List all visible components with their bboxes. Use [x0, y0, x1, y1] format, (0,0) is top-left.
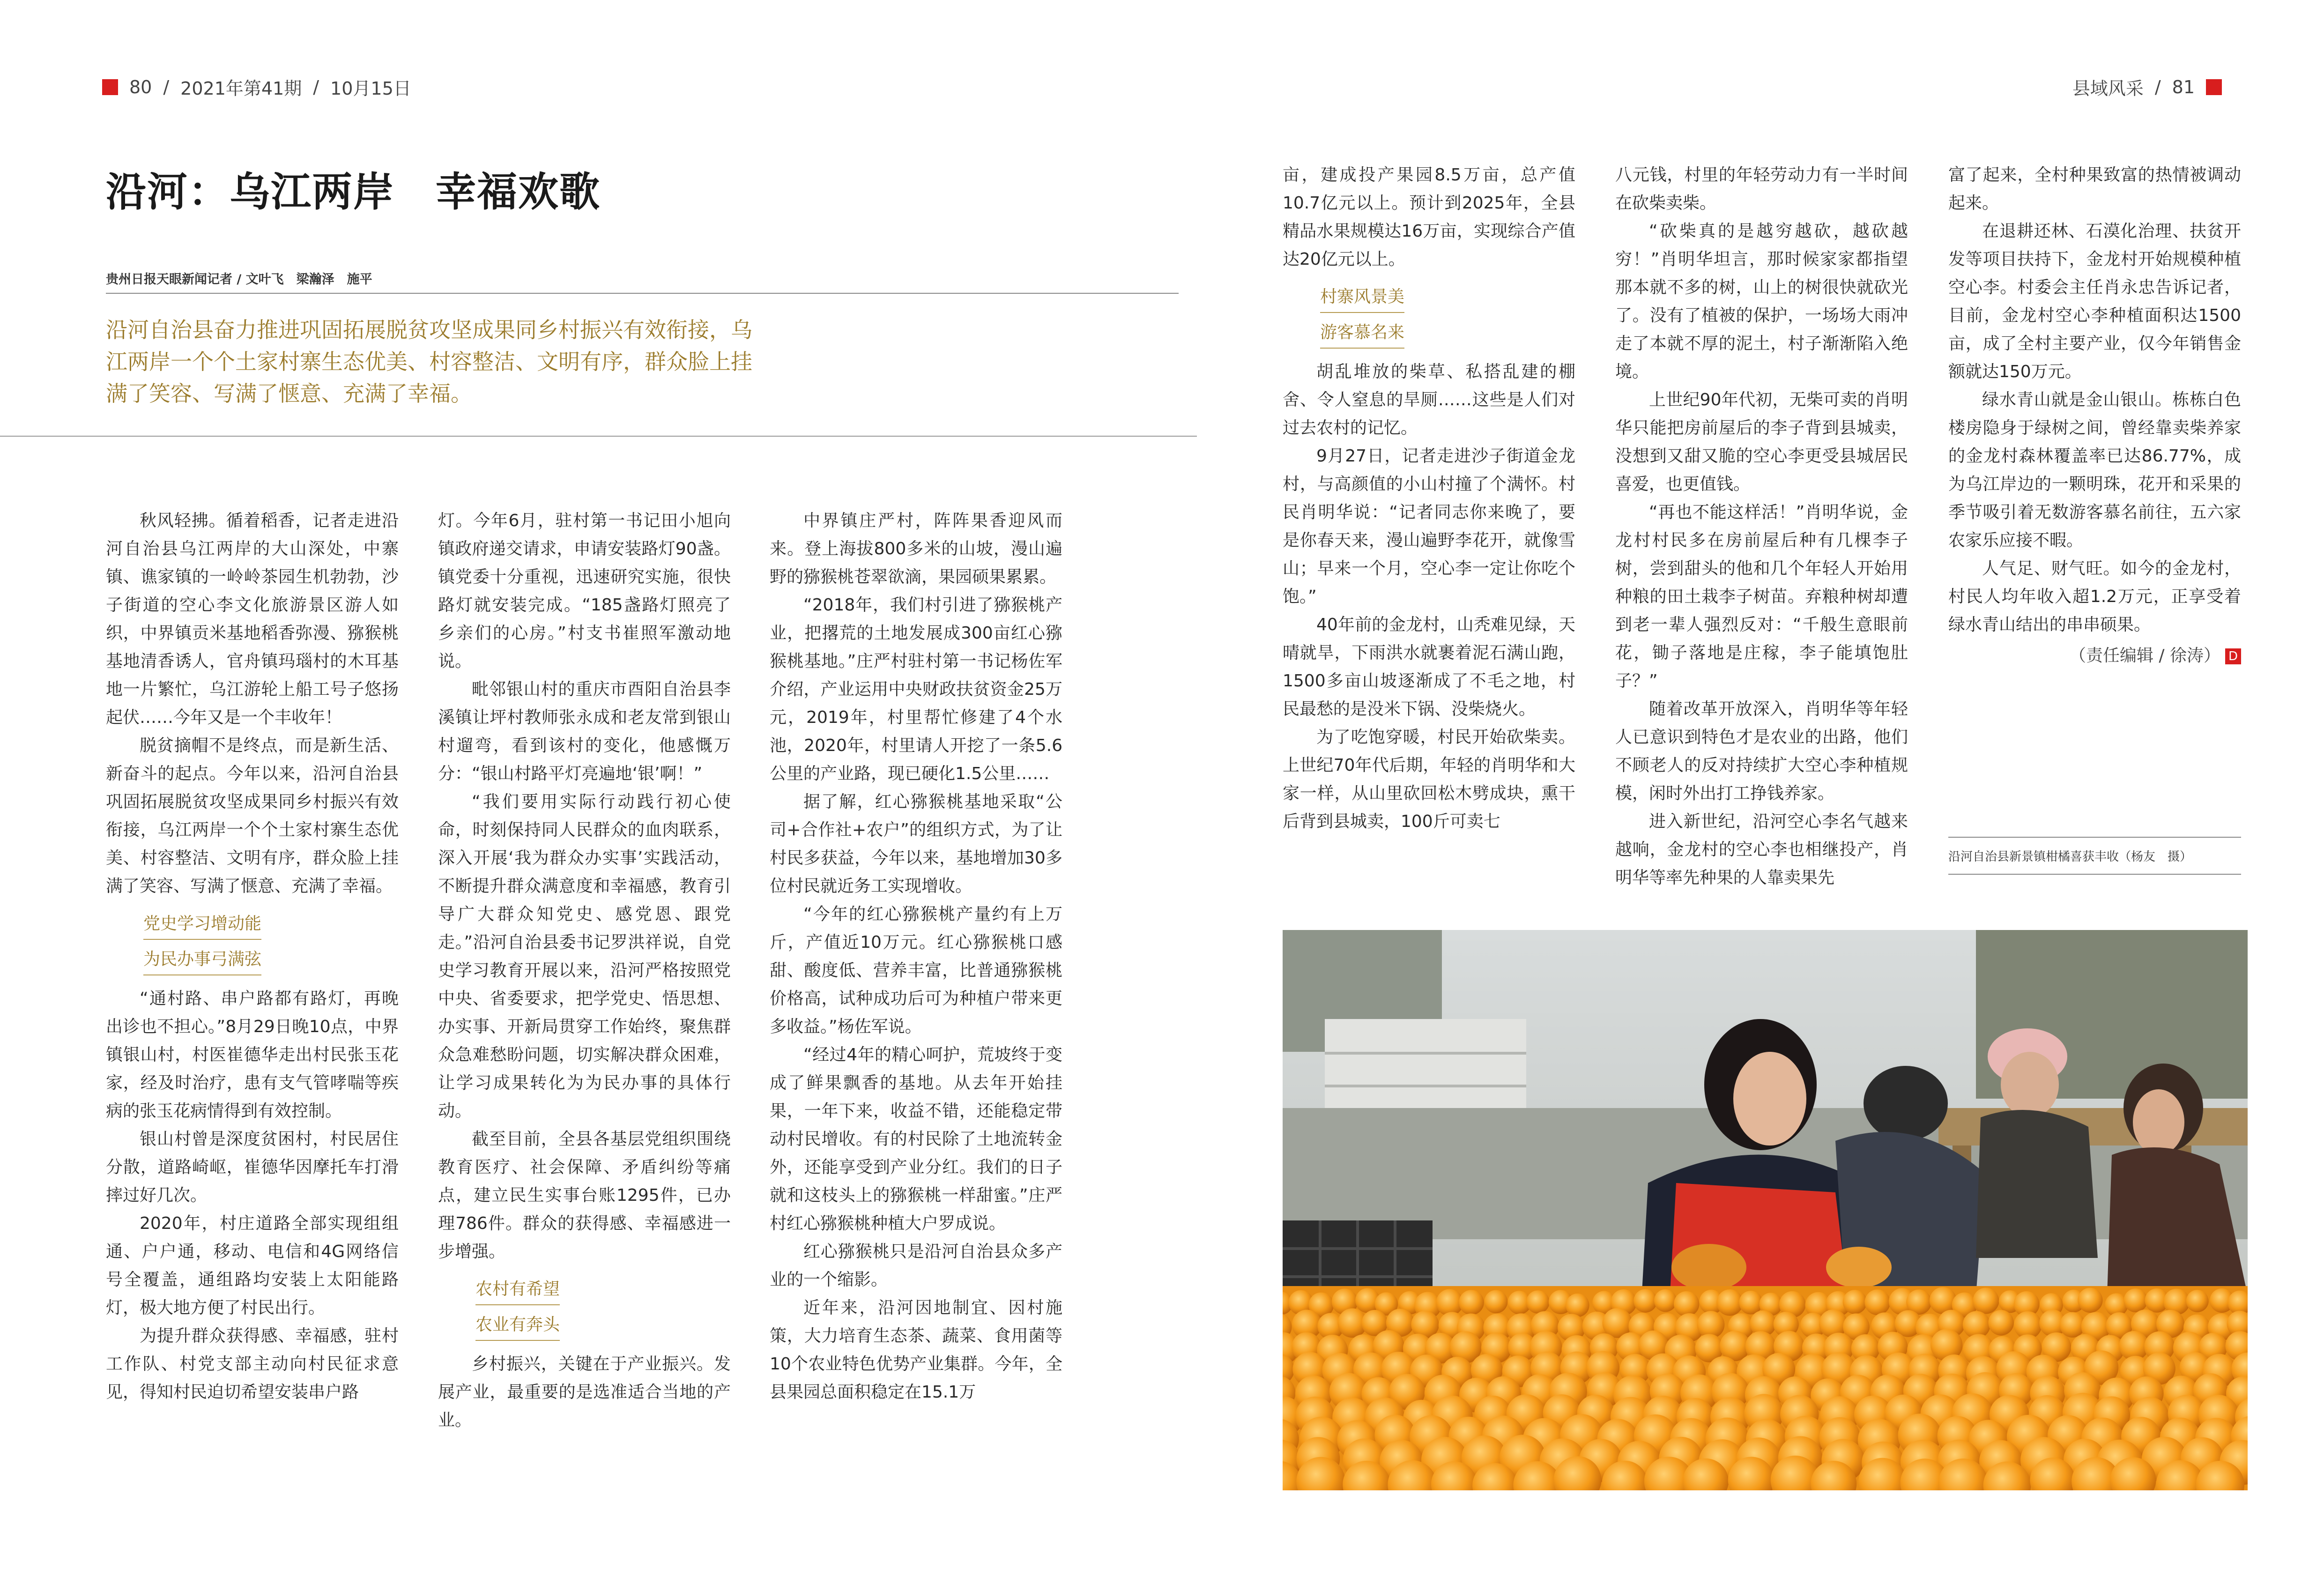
orange-fruit — [1654, 1289, 1677, 1312]
text-column-1 — [106, 507, 399, 1406]
orange-fruit — [1526, 1290, 1550, 1314]
orange-fruit — [1973, 1288, 1999, 1314]
orange-fruit — [1988, 1310, 2014, 1336]
header-separator: / — [313, 76, 319, 97]
orange-fruit — [2078, 1288, 2102, 1313]
orange-fruit — [1485, 1290, 1508, 1314]
section-heading — [143, 910, 261, 975]
paragraph: 秋风轻拂。循着稻香，记者走进沿河自治县乌江两岸的大山深处，中寨镇、谯家镇的一岭岭茶园生机勃勃，沙子街道的空心李文化旅游景区游人如织，中界镇贡米基地稻香弥漫、猕猴桃基地清香诱人，官舟镇玛瑙村的木耳基地一片繁忙，乌江游轮上船工号子悠扬起伏……今年又是一个丰收年！ — [106, 511, 399, 727]
paragraph: 绿水青山就是金山银山。栋栋白色楼房隐身于绿树之间，曾经靠卖柴养家的金龙村森林覆盖率已达86.77%，成为乌江岸边的一颗明珠，花开和采果的季节吸引着无数游客慕名前往，五六家农家乐应接不暇。 — [1948, 390, 2241, 550]
paragraph: 亩，建成投产果园8.5万亩，总产值10.7亿元以上。预计到2025年，全县精品水果规模达16万亩，实现综合产值达20亿元以上。 — [1283, 165, 1575, 269]
red-square-icon — [102, 79, 118, 95]
issue-date: 10月15日 — [330, 78, 411, 99]
page-header-left — [102, 74, 411, 100]
paragraph: “2018年，我们村引进了猕猴桃产业，把撂荒的土地发展成300亩红心猕猴桃基地。”庄严村驻村第一书记杨佐军介绍，产业运用中央财政扶贫资金25万元，2019年，村里帮忙修建了4个水池，2020年，村里请人开挖了一条5.6公里的产业路，现已硬化1.5公里…… — [770, 595, 1062, 783]
paragraph: 在退耕还林、石漠化治理、扶贫开发等项目扶持下，金龙村开始规模种植空心李。村委会主任肖永忠告诉记者，目前，金龙村空心李种植面积达1500亩，成了全村主要产业，仅今年销售金额就达150万元。 — [1948, 222, 2241, 381]
paragraph: 银山村曾是深度贫困村，村民居住分散，道路崎岖，崔德华因摩托车打滑摔过好几次。 — [106, 1130, 399, 1205]
paragraph: 红心猕猴桃只是沿河自治县众多产业的一个缩影。 — [770, 1242, 1062, 1289]
harvest-photo-image — [1283, 930, 2248, 1490]
paragraph: 脱贫摘帽不是终点，而是新生活、新奋斗的起点。今年以来，沿河自治县巩固拓展脱贫攻坚成果同乡村振兴有效衔接，乌江两岸一个个土家村寨生态优美、村容整洁、文明有序，群众脸上挂满了笑容、写满了惬意、充满了幸福。 — [106, 736, 399, 896]
paragraph: “今年的红心猕猴桃产量约有上万斤，产值近10万元。红心猕猴桃口感甜、酸度低、营养丰富，比普通猕猴桃价格高，试种成功后可为种植户带来更多收益。”杨佐军说。 — [770, 905, 1062, 1036]
section-heading-line: 党史学习增动能 — [143, 910, 261, 940]
paragraph: 9月27日，记者走进沙子街道金龙村，与高颜值的小山村撞了个满怀。村民肖明华说：“记者同志你来晚了，要是你春天来，漫山遍野李花开，就像雪山；早来一个月，空心李一定让你吃个饱。” — [1283, 446, 1575, 606]
paragraph: “砍柴真的是越穷越砍，越砍越穷！”肖明华坦言，那时候家家都指望那本就不多的树，山上的树很快就砍光了。没有了植被的保护，一场场大雨冲走了本就不厚的泥土，村子渐渐陷入绝境。 — [1615, 222, 1908, 381]
paragraph: 富了起来，全村种果致富的热情被调动起来。 — [1948, 165, 2241, 213]
header-separator: / — [163, 76, 170, 97]
orange-fruit — [1674, 1291, 1699, 1317]
page-number-right: 81 — [2172, 76, 2195, 97]
editor-credit — [1948, 642, 2241, 670]
paragraph: 乡村振兴，关键在于产业振兴。发展产业，最重要的是选准适合当地的产业。 — [438, 1354, 731, 1430]
article-title: 沿河：乌江两岸 幸福欢歌 — [106, 168, 601, 216]
paragraph: 近年来，沿河因地制宜、因村施策，大力培育生态茶、蔬菜、食用菌等10个农业特色优势产业集群。今年，全县果园总面积稳定在15.1万 — [770, 1298, 1062, 1402]
orange-fruit — [2186, 1290, 2209, 1312]
orange-fruit — [1459, 1290, 1484, 1315]
paragraph: 进入新世纪，沿河空心李名气越来越响，金龙村的空心李也相继投产，肖明华等率先种果的人靠卖果先 — [1615, 812, 1908, 887]
paragraph: 上世纪90年代初，无柴可卖的肖明华只能把房前屋后的李子背到县城卖，没想到又甜又脆的空心李更受县城居民喜爱，也更值钱。 — [1615, 390, 1908, 494]
section-heading-line: 村寨风景美 — [1320, 283, 1404, 313]
divider — [0, 436, 1197, 437]
paragraph: 人气足、财气旺。如今的金龙村，村民人均年收入超1.2万元，正享受着绿水青山结出的串串硕果。 — [1948, 559, 2241, 634]
orange-fruit — [1864, 1289, 1890, 1315]
paragraph: “再也不能这样活！”肖明华说，金龙村村民多在房前屋后种有几棵李子树，尝到甜头的他和几个年轻人开始用种粮的田土栽李子树苗。弃粮种树却遭到老一辈人强烈反对：“千般生意眼前花，锄子落地是庄稼，李子能填饱肚子？” — [1615, 503, 1908, 691]
photo-caption: 沿河自治县新景镇柑橘喜获丰收（杨友 摄） — [1948, 837, 2241, 875]
orange-fruit — [1739, 1291, 1763, 1315]
issue-number: 2021年第41期 — [180, 78, 302, 99]
page-header-right — [2072, 74, 2222, 100]
orange-fruit — [1843, 1290, 1867, 1314]
section-name: 县域风采 — [2072, 78, 2144, 99]
harvest-photo — [1283, 930, 2248, 1490]
section-heading — [475, 1275, 560, 1341]
text-column-4 — [1283, 161, 1575, 836]
paragraph: “我们要用实际行动践行初心使命，时刻保持同人民群众的血肉联系，深入开展‘我为群众办实事’实践活动，不断提升群众满意度和幸福感，教育引导广大群众知党史、感党恩、跟党走。”沿河自治县委书记罗洪祥说，自党史学习教育开展以来，沿河严格按照党中央、省委要求，把学党史、悟思想、办实事、开新局贯穿工作始终，聚焦群众急难愁盼问题，切实解决群众困难，让学习成果转化为为民办事的具体行动。 — [438, 792, 731, 1121]
header-separator: / — [2154, 76, 2161, 97]
paragraph: 40年前的金龙村，山秃难见绿，天晴就旱，下雨洪水就裹着泥石满山跑，1500多亩山坡逐渐成了不毛之地，村民最愁的是没米下锅、没柴烧火。 — [1283, 615, 1575, 719]
paragraph: “通村路、串户路都有路灯，再晚出诊也不担心。”8月29日晚10点，中界镇银山村，村医崔德华走出村民张玉花家，经及时治疗，患有支气管哮喘等疾病的张玉花病情得到有效控制。 — [106, 989, 399, 1121]
red-square-icon — [2206, 79, 2222, 95]
section-heading-line: 农业有奔头 — [475, 1311, 560, 1341]
editor-name: （责任编辑 / 徐涛） — [2069, 646, 2220, 665]
section-heading-line: 为民办事弓满弦 — [143, 945, 261, 975]
paragraph: 胡乱堆放的柴草、私搭乱建的棚舍、令人窒息的旱厕……这些是人们对过去农村的记忆。 — [1283, 362, 1575, 438]
paragraph: 毗邻银山村的重庆市酉阳自治县李溪镇让坪村教师张永成和老友常到银山村遛弯，看到该村的变化，他感慨万分：“银山村路平灯亮遍地‘银’啊！” — [438, 680, 731, 783]
paragraph: 2020年，村庄道路全部实现组组通、户户通，移动、电信和4G网络信号全覆盖，通组路均安装上太阳能路灯，极大地方便了村民出行。 — [106, 1214, 399, 1317]
orange-fruit — [2124, 1288, 2148, 1312]
section-heading-line: 游客慕名来 — [1320, 319, 1404, 349]
paragraph: 截至目前，全县各基层党组织围绕教育医疗、社会保障、矛盾纠纷等痛点，建立民生实事台账1295件，已办理786件。群众的获得感、幸福感进一步增强。 — [438, 1130, 731, 1261]
orange-fruit — [1566, 1294, 1589, 1317]
article-intro: 沿河自治县奋力推进巩固拓展脱贫攻坚成果同乡村振兴有效衔接，乌江两岸一个个土家村寨生态优美、村容整洁、文明有序，群众脸上挂满了笑容、写满了惬意、充满了幸福。 — [106, 317, 752, 406]
paragraph: 随着改革开放深入，肖明华等年轻人已意识到特色才是农业的出路，他们不顾老人的反对持续扩大空心李种植规模，闲时外出打工挣钱养家。 — [1615, 699, 1908, 803]
orange-fruit — [1633, 1289, 1657, 1313]
paragraph: 为提升群众获得感、幸福感，驻村工作队、村党支部主动向村民征求意见，得知村民迫切希望安装串户路 — [106, 1326, 399, 1402]
section-heading — [1320, 283, 1404, 349]
text-column-5 — [1615, 161, 1908, 892]
paragraph: 为了吃饱穿暖，村民开始砍柴卖。上世纪70年代后期，年轻的肖明华和大家一样，从山里砍回松木劈成块，熏干后背到县城卖，100斤可卖七 — [1283, 728, 1575, 831]
paragraph: 中界镇庄严村，阵阵果香迎风而来。登上海拔800多米的山坡，漫山遍野的猕猴桃苍翠欲滴，果园硕果累累。 — [770, 511, 1062, 587]
paragraph: 据了解，红心猕猴桃基地采取“公司+合作社+农户”的组织方式，为了让村民多获益，今年以来，基地增加30多位村民就近务工实现增收。 — [770, 792, 1062, 896]
text-column-6 — [1948, 161, 2241, 670]
paragraph: “经过4年的精心呵护，荒坡终于变成了鲜果飘香的基地。从去年开始挂果，一年下来，收益不错，还能稳定带动村民增收。有的村民除了土地流转金外，还能享受到产业分红。我们的日子就和这枝头上的猕猴桃一样甜蜜。”庄严村红心猕猴桃种植大户罗成说。 — [770, 1045, 1062, 1233]
paragraph: 八元钱，村里的年轻劳动力有一半时间在砍柴卖柴。 — [1615, 165, 1908, 213]
page-number-left: 80 — [129, 76, 152, 97]
paragraph: 灯。今年6月，驻村第一书记田小旭向镇政府递交请求，申请安装路灯90盏。镇党委十分重视，迅速研究实施，很快路灯就安装完成。“185盏路灯照亮了乡亲们的心房。”村支书崔照军激动地说。 — [438, 511, 731, 671]
text-column-2 — [438, 507, 731, 1435]
text-column-3 — [770, 507, 1062, 1406]
section-heading-line: 农村有希望 — [475, 1275, 560, 1305]
article-byline: 贵州日报天眼新闻记者 / 文叶飞 梁瀚泽 施平 — [106, 269, 1179, 294]
end-mark-icon: D — [2225, 648, 2241, 664]
